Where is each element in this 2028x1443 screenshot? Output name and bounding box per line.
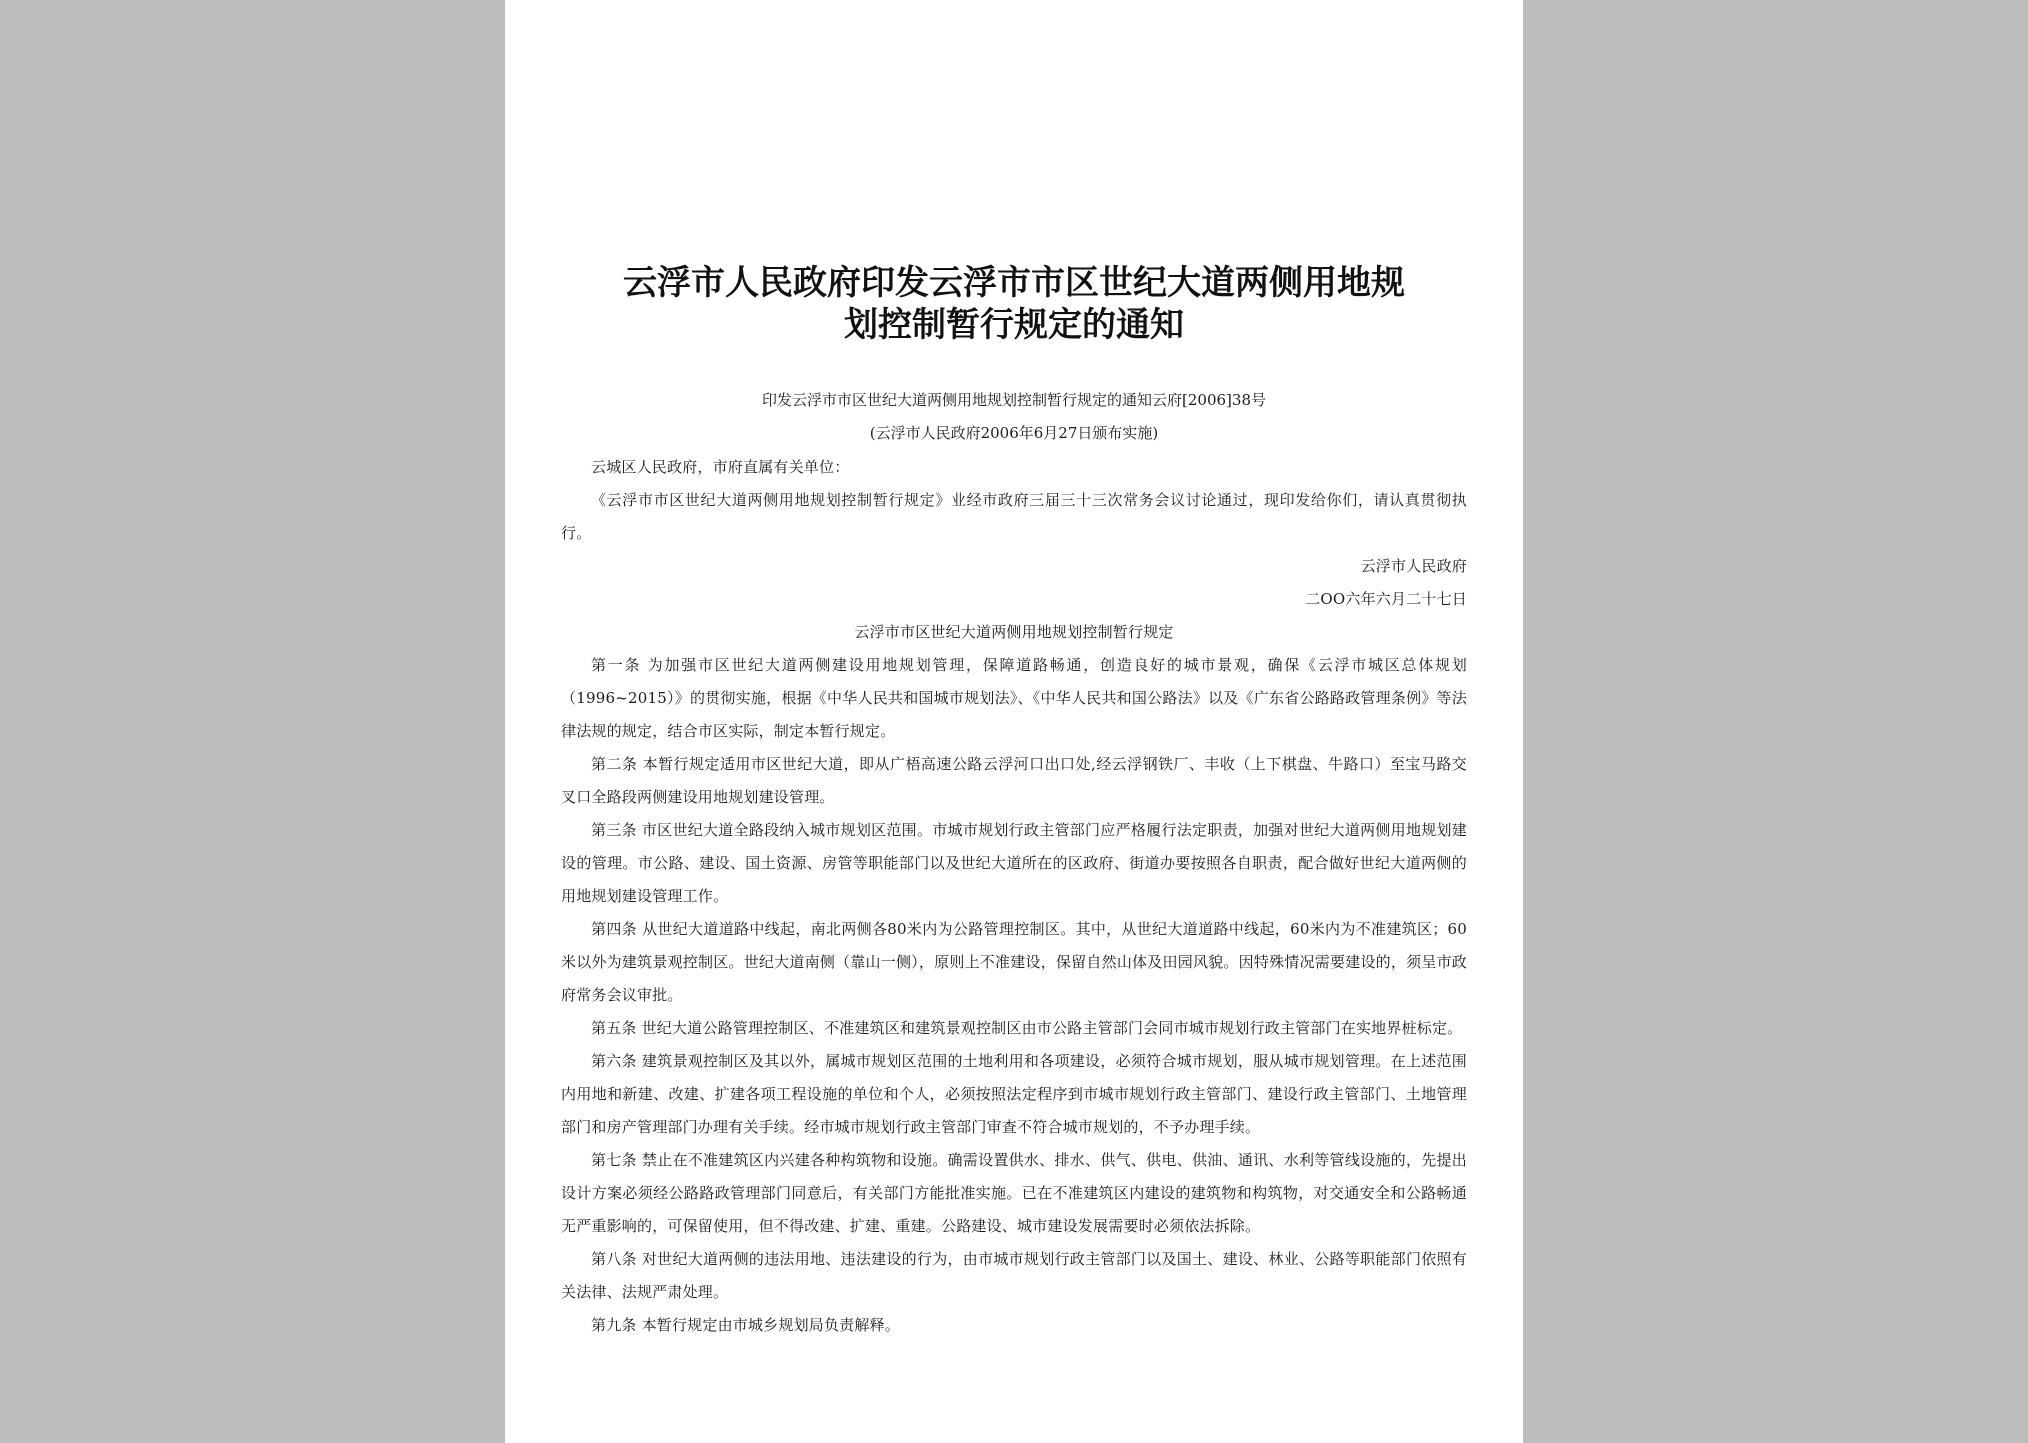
document-page: [505, 0, 1523, 1443]
title-line-1: 云浮市人民政府印发云浮市市区世纪大道两侧用地规: [623, 263, 1405, 303]
article-4: 第四条 从世纪大道道路中线起，南北两侧各80米内为公路管理控制区。其中，从世纪大道道路中线起，60米内为不准建筑区；60米以外为建筑景观控制区。世纪大道南侧（靠山一侧），原则上不准建设，保留自然山体及田园风貌。因特殊情况需要建设的，须呈市政府常务会议审批。: [561, 920, 1467, 1004]
article-7: 第七条 禁止在不准建筑区内兴建各种构筑物和设施。确需设置供水、排水、供气、供电、供油、通讯、水利等管线设施的，先提出设计方案必须经公路路政管理部门同意后，有关部门方能批准实施。已在不准建筑区内建设的建筑物和构筑物，对交通安全和公路畅通无严重影响的，可保留使用，但不得改建、扩建、重建。公路建设、城市建设发展需要时必须依法拆除。: [561, 1151, 1467, 1235]
article-1: 第一条 为加强市区世纪大道两侧建设用地规划管理，保障道路畅通，创造良好的城市景观，确保《云浮市城区总体规划（1996~2015）》的贯彻实施，根据《中华人民共和国城市规划法》、《中华人民共和国公路法》以及《广东省公路路政管理条例》等法律法规的规定，结合市区实际，制定本暂行规定。: [561, 656, 1467, 740]
addressee: 云城区人民政府，市府直属有关单位：: [591, 458, 850, 476]
article-8: 第八条 对世纪大道两侧的违法用地、违法建设的行为，由市城市规划行政主管部门以及国土、建设、林业、公路等职能部门依照有关法律、法规严肃处理。: [561, 1250, 1467, 1301]
document-reference: 印发云浮市市区世纪大道两侧用地规划控制暂行规定的通知云府[2006]38号: [762, 391, 1266, 409]
intro-paragraph: 《云浮市市区世纪大道两侧用地规划控制暂行规定》业经市政府三届三十三次常务会议讨论通过，现印发给你们，请认真贯彻执行。: [561, 491, 1467, 542]
article-5: 第五条 世纪大道公路管理控制区、不准建筑区和建筑景观控制区由市公路主管部门会同市城市规划行政主管部门在实地界桩标定。: [591, 1019, 1463, 1037]
article-3: 第三条 市区世纪大道全路段纳入城市规划区范围。市城市规划行政主管部门应严格履行法定职责，加强对世纪大道两侧用地规划建设的管理。市公路、建设、国土资源、房管等职能部门以及世纪大道所在的区政府、街道办要按照各自职责，配合做好世纪大道两侧的用地规划建设管理工作。: [561, 821, 1467, 905]
regulation-title: 云浮市市区世纪大道两侧用地规划控制暂行规定: [854, 623, 1174, 641]
issue-date: 二OO六年六月二十七日: [1305, 590, 1467, 608]
article-9: 第九条 本暂行规定由市城乡规划局负责解释。: [591, 1316, 900, 1334]
article-2: 第二条 本暂行规定适用市区世纪大道，即从广梧高速公路云浮河口出口处,经云浮钢铁厂、丰收（上下棋盘、牛路口）至宝马路交叉口全路段两侧建设用地规划建设管理。: [561, 755, 1467, 806]
title-line-2: 划控制暂行规定的通知: [844, 305, 1184, 345]
document-title: [595, 262, 1433, 346]
issue-note: (云浮市人民政府2006年6月27日颁布实施): [869, 424, 1159, 442]
article-6: 第六条 建筑景观控制区及其以外，属城市规划区范围的土地利用和各项建设，必须符合城市规划，服从城市规划管理。在上述范围内用地和新建、改建、扩建各项工程设施的单位和个人，必须按照法定程序到市城市规划行政主管部门、建设行政主管部门、土地管理部门和房产管理部门办理有关手续。经市城市规划行政主管部门审查不符合城市规划的，不予办理手续。: [561, 1052, 1467, 1136]
signature: 云浮市人民政府: [1360, 557, 1467, 575]
document-body: [561, 451, 1467, 1342]
